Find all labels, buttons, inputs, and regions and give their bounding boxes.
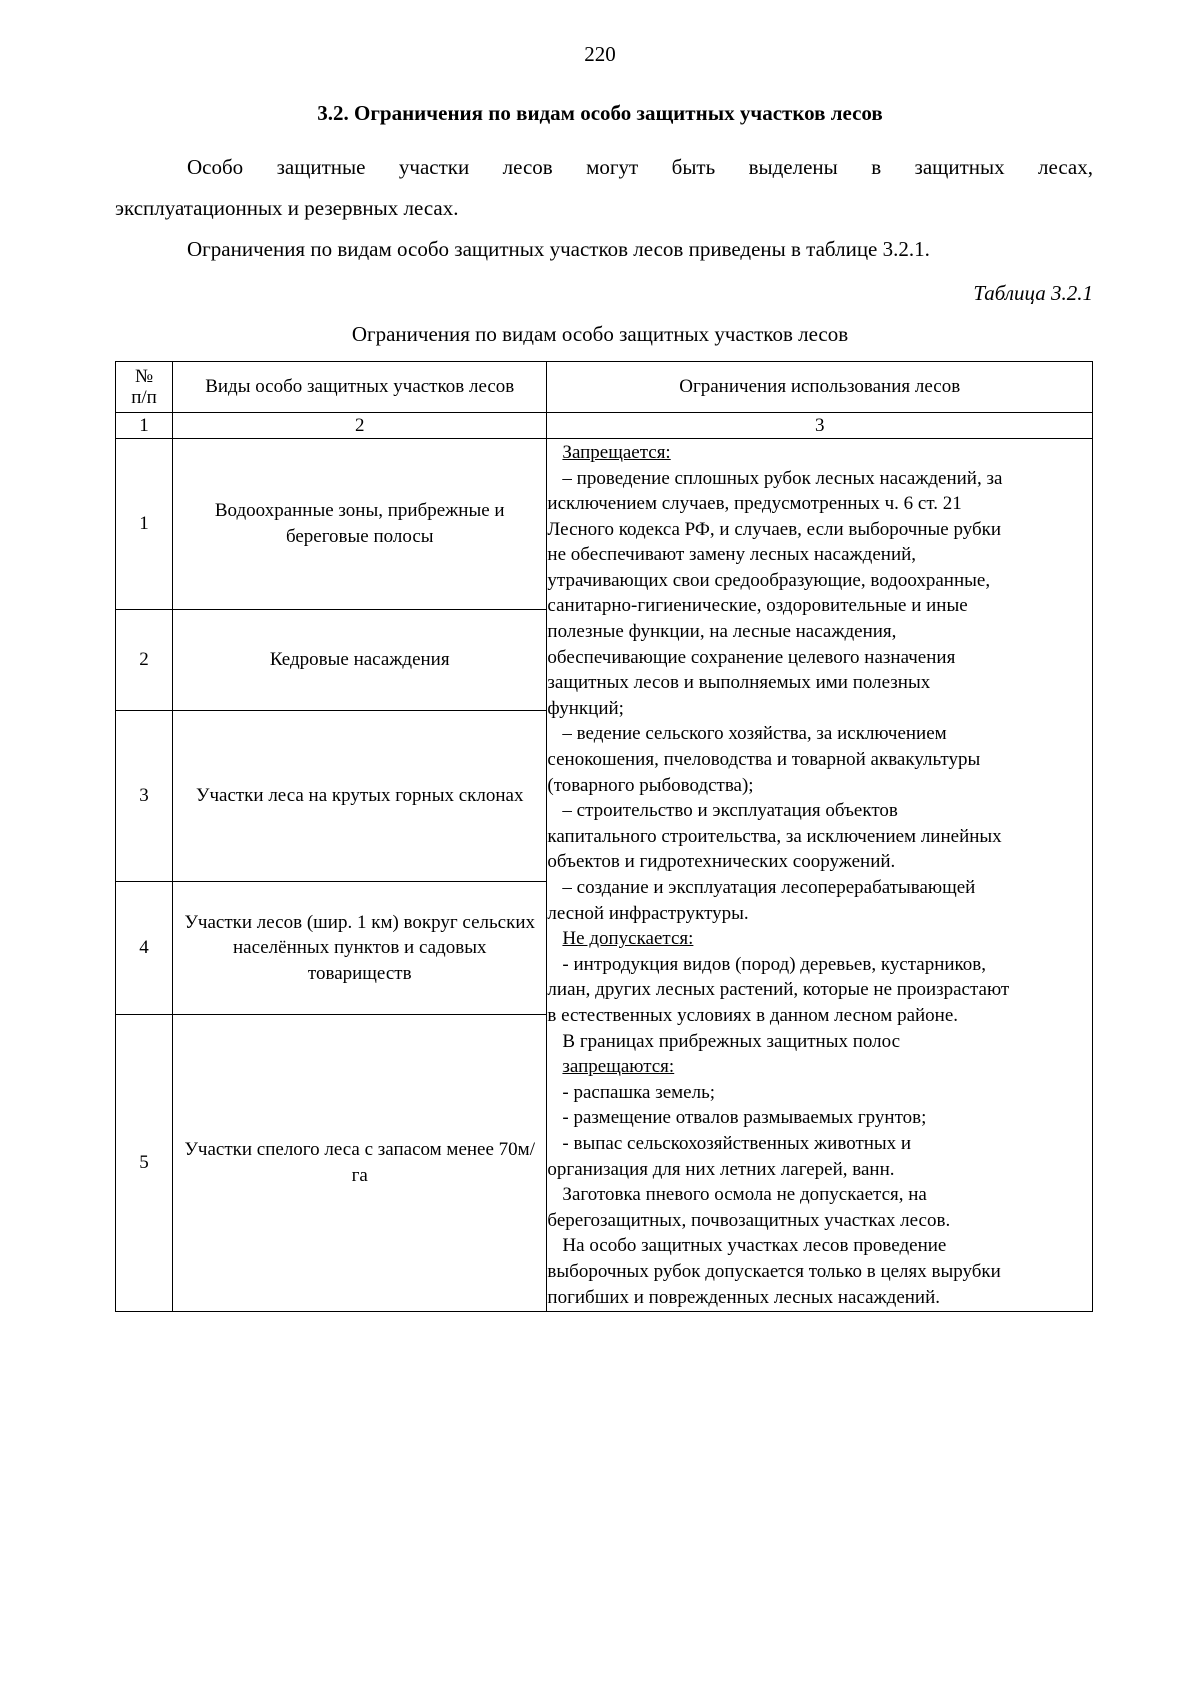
table-header-row xyxy=(116,362,1093,413)
restriction-line: выборочных рубок допускается только в целях вырубки xyxy=(547,1260,1001,1282)
restriction-line: в естественных условиях в данном лесном районе. xyxy=(547,1004,959,1026)
paragraph-1-line-1: Особо защитные участки лесов могут быть выделены в защитных лесах, xyxy=(187,155,1093,179)
restriction-line: санитарно-гигиенические, оздоровительные и иные xyxy=(547,595,968,617)
restriction-line: – ведение сельского хозяйства, за исключением xyxy=(562,723,947,745)
restriction-line: - размещение отвалов размываемых грунтов; xyxy=(562,1107,927,1129)
table-column-numbers-row xyxy=(116,413,1093,439)
restriction-line: лиан, других лесных растений, которые не произрастают xyxy=(547,979,1010,1001)
restriction-line: Не допускается: xyxy=(562,928,694,950)
restriction-line: погибших и поврежденных лесных насаждений. xyxy=(547,1286,941,1308)
restriction-line: берегозащитных, почвозащитных участках лесов. xyxy=(547,1209,951,1231)
restriction-line: обеспечивающие сохранение целевого назначения xyxy=(547,646,956,668)
restriction-line: В границах прибрежных защитных полос xyxy=(562,1030,901,1052)
restriction-line: - интродукция видов (пород) деревьев, кустарников, xyxy=(562,953,987,975)
table-row xyxy=(116,439,1093,610)
table-caption: Ограничения по видам особо защитных участков лесов xyxy=(351,322,849,346)
row-type: Участки лесов (шир. 1 км) вокруг сельских населённых пунктов и садовых товариществ xyxy=(173,882,547,1015)
restriction-line: функций; xyxy=(547,697,624,719)
row-type: Участки спелого леса с запасом менее 70м/га xyxy=(173,1015,547,1312)
header-num-symbol: № xyxy=(134,366,154,387)
header-restrictions: Ограничения использования лесов xyxy=(547,362,1093,413)
row-type: Водоохранные зоны, прибрежные и береговые полосы xyxy=(173,439,547,610)
row-number: 5 xyxy=(116,1015,173,1312)
row-number: 4 xyxy=(116,882,173,1015)
restriction-line: - распашка земель; xyxy=(562,1081,716,1103)
row-number: 1 xyxy=(116,439,173,610)
restriction-line: запрещаются: xyxy=(562,1056,675,1078)
restriction-line: организация для них летних лагерей, ванн. xyxy=(547,1158,895,1180)
restriction-line: Заготовка пневого осмола не допускается, на xyxy=(562,1184,927,1206)
row-type: Участки леса на крутых горных склонах xyxy=(173,711,547,882)
column-number: 3 xyxy=(547,413,1093,439)
restriction-line: защитных лесов и выполняемых ими полезных xyxy=(547,672,931,694)
restriction-line: капитального строительства, за исключением линейных xyxy=(547,825,1002,847)
column-number: 1 xyxy=(116,413,173,439)
row-type: Кедровые насаждения xyxy=(173,610,547,711)
restriction-line: исключением случаев, предусмотренных ч. 6 ст. 21 xyxy=(547,493,962,515)
restrictions-table xyxy=(115,361,1093,1312)
restriction-line: – создание и эксплуатация лесоперерабатывающей xyxy=(562,877,976,898)
section-title: 3.2. Ограничения по видам особо защитных участков лесов xyxy=(317,101,883,125)
restriction-line: утрачивающих свои средообразующие, водоохранные, xyxy=(547,569,991,591)
paragraph-1 xyxy=(115,154,1093,181)
restriction-line: Лесного кодекса РФ, и случаев, если выборочные рубки xyxy=(547,518,1002,540)
restriction-line: Запрещается: xyxy=(562,441,671,463)
restriction-line: – строительство и эксплуатация объектов xyxy=(562,800,898,822)
restriction-line: сенокошения, пчеловодства и товарной аквакультуры xyxy=(547,749,981,771)
restriction-line: полезные функции, на лесные насаждения, xyxy=(547,621,897,643)
restriction-line: - выпас сельскохозяйственных животных и xyxy=(562,1132,912,1154)
restriction-line: (товарного рыбоводства); xyxy=(547,774,754,796)
restriction-line: не обеспечивают замену лесных насаждений, xyxy=(547,544,917,566)
paragraph-1-line-2: эксплуатационных и резервных лесах. xyxy=(115,196,459,220)
restriction-line: объектов и гидротехнических сооружений. xyxy=(547,851,896,873)
table-label: Таблица 3.2.1 xyxy=(973,281,1093,305)
page-number: 220 xyxy=(584,42,616,66)
header-type: Виды особо защитных участков лесов xyxy=(173,362,547,413)
row-number: 2 xyxy=(116,610,173,711)
restriction-line: лесной инфраструктуры. xyxy=(547,902,749,924)
row-number: 3 xyxy=(116,711,173,882)
column-number: 2 xyxy=(173,413,547,439)
restriction-line: – проведение сплошных рубок лесных насаждений, за xyxy=(562,467,1003,489)
restriction-line: На особо защитных участках лесов проведение xyxy=(562,1235,947,1257)
header-num-pp: п/п xyxy=(131,387,157,408)
restrictions-cell xyxy=(547,439,1093,1312)
header-num xyxy=(116,362,173,413)
paragraph-2: Ограничения по видам особо защитных участков лесов приведены в таблице 3.2.1. xyxy=(187,237,930,261)
